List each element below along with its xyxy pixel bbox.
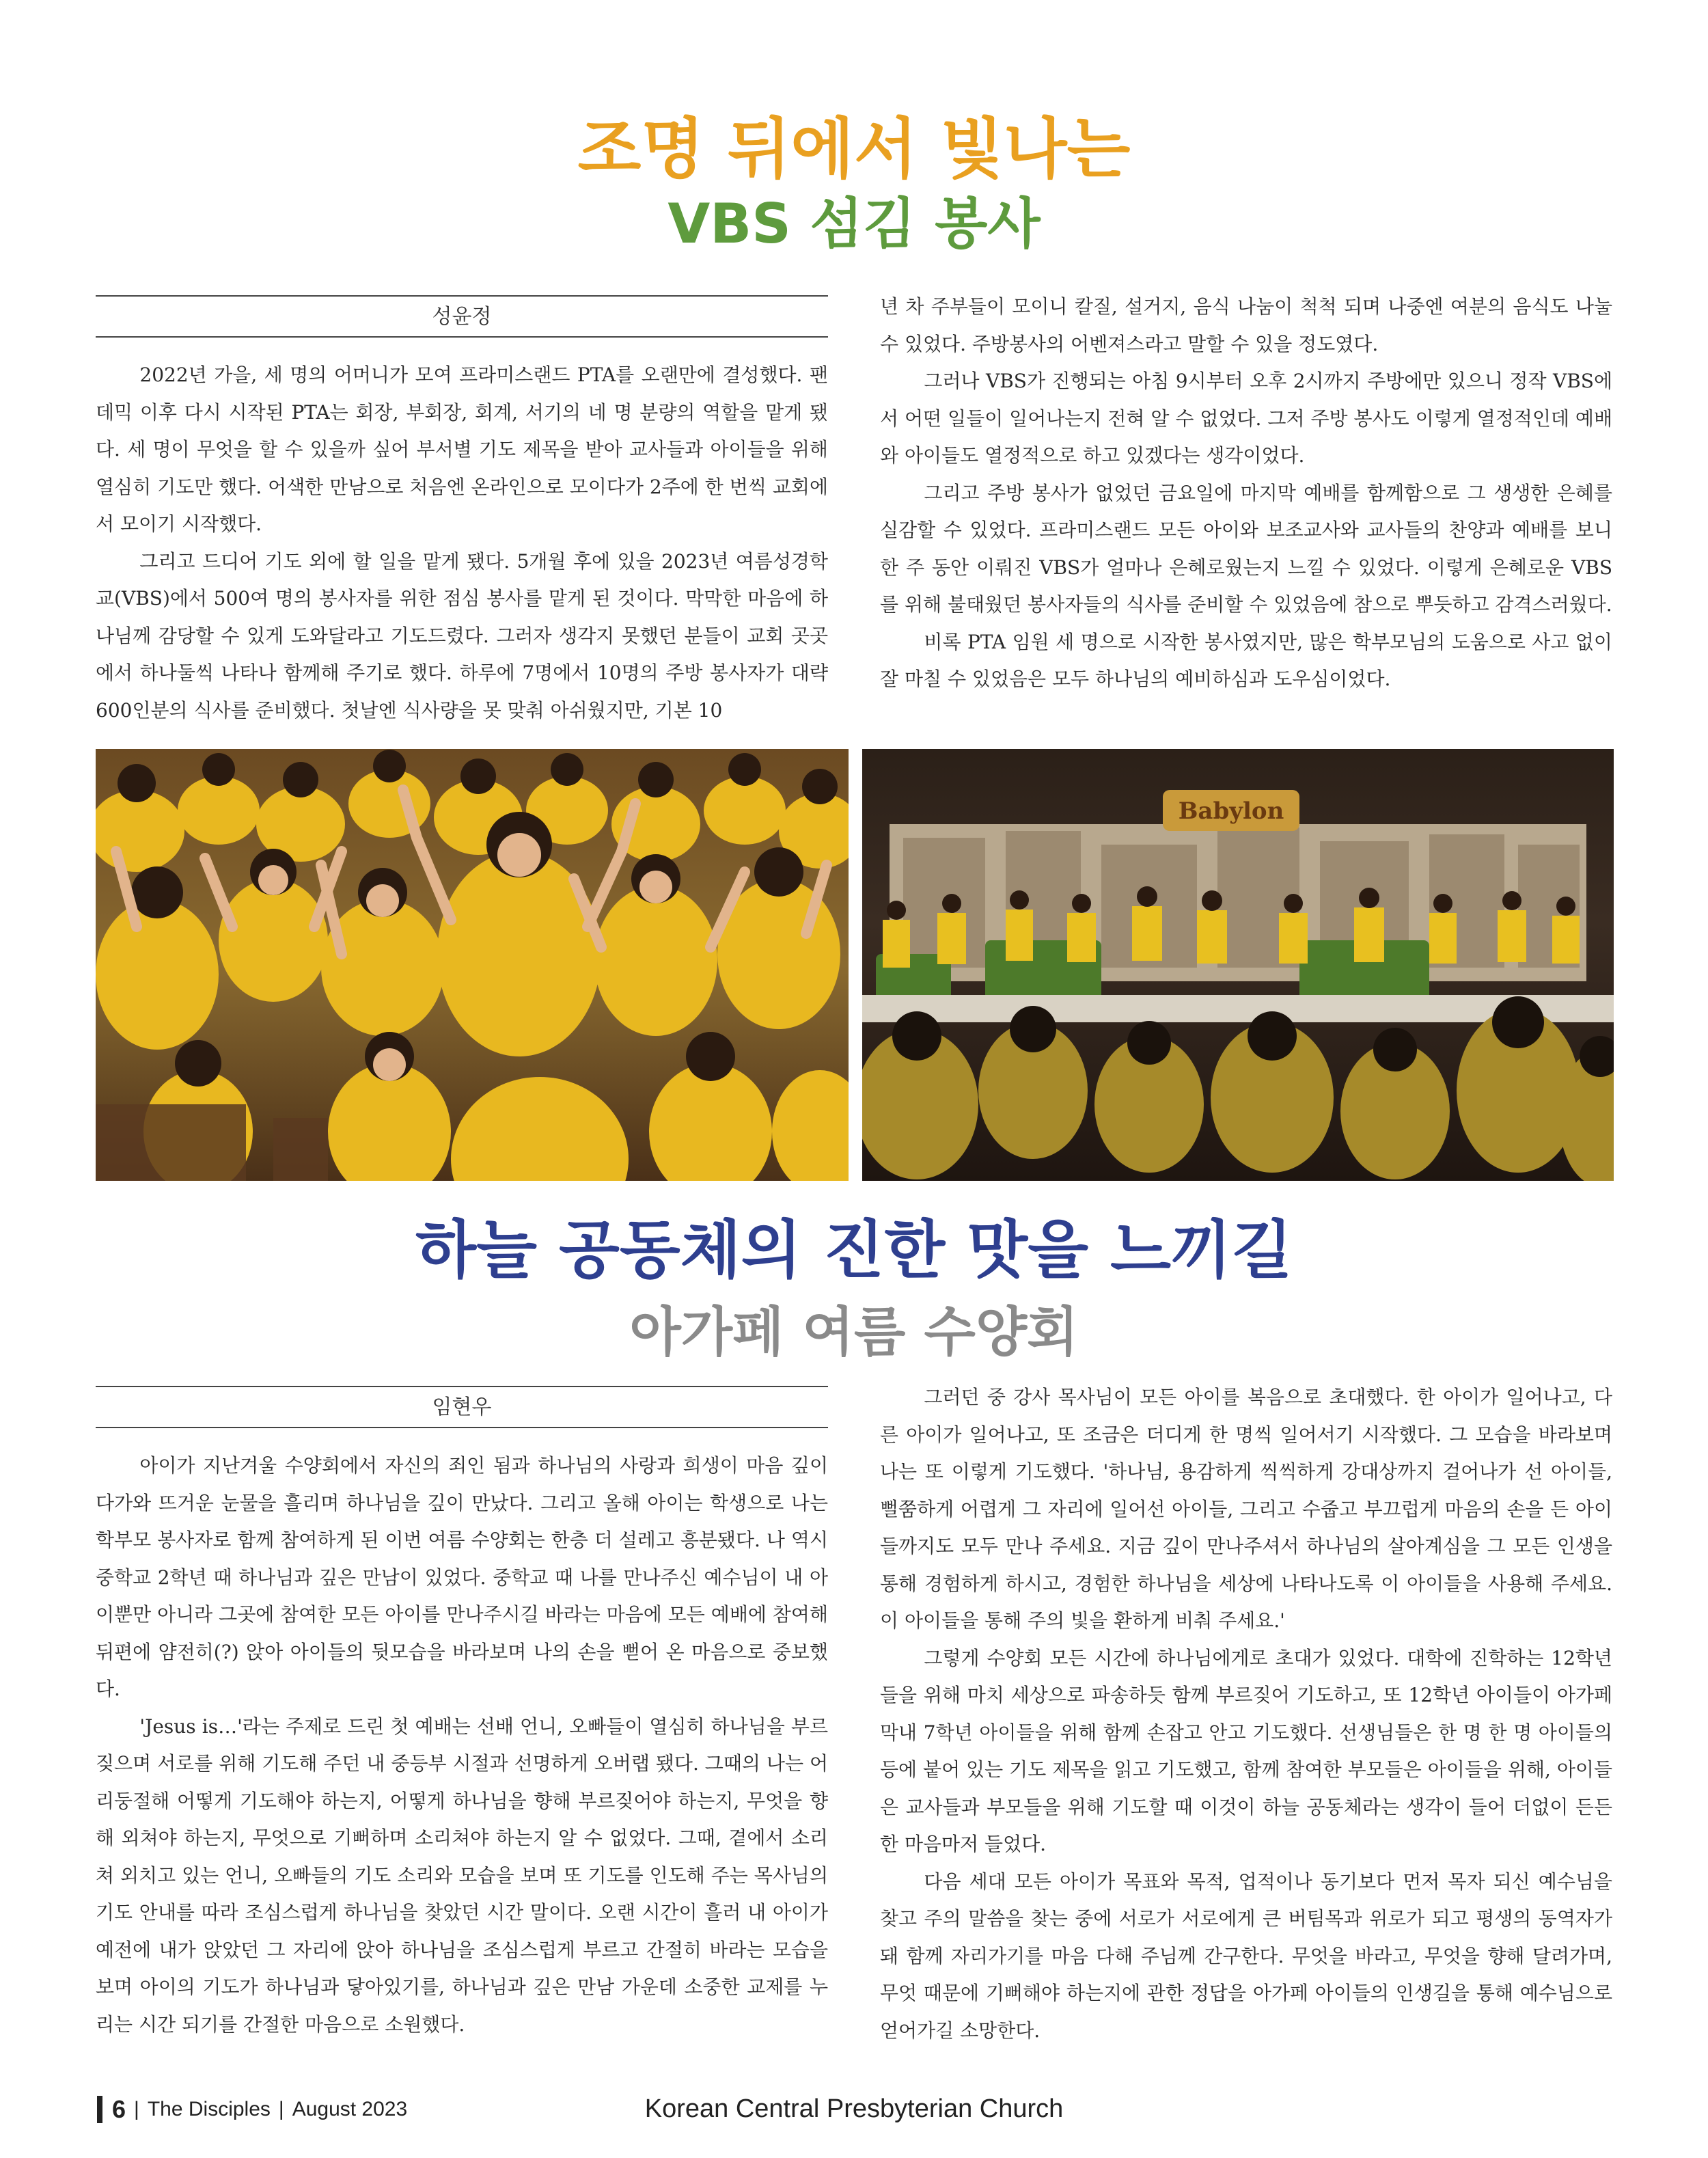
stage-sign-text: Babylon	[1178, 797, 1284, 825]
article2-left-paragraph-2: 'Jesus is…'라는 주제로 드린 첫 예배는 선배 언니, 오빠들이 열심히 하나님을 부르짖으며 서로를 위해 기도해 주던 내 중등부 시절과 선명하게 오버랩 됐다. 그때의 나는 어리둥절해 어떻게 기도해야 하는지, 어떻게 하나님을 향해 부르짖어야 하는지, 무엇을 향해 외쳐야 하는지, 무엇으로 기뻐하며 소리쳐야 하는지 알 수 없었다. 그때, 곁에서 소리쳐 외치고 있는 언니, 오빠들의 기도 소리와 모습을 보며 또 기도를 인도해 주는 목사님의 기도 안내를 따라 조심스럽게 하나님을 찾았던 시간 말이다. 오랜 시간이 흘러 내 아이가 예전에 내가 앉았던 그 자리에 앉아 하나님을 조심스럽게 부르고 간절히 바라는 모습을 보며 아이의 기도가 하나님과 닿아있기를, 하나님과 깊은 만남 가운데 소중한 교제를 누리는 시간 되기를 간절한 마음으로 소원했다.	[96, 1715, 828, 2036]
article2-right-paragraph-1: 그러던 중 강사 목사님이 모든 아이를 복음으로 초대했다. 한 아이가 일어나고, 다른 아이가 일어나고, 또 조금은 더디게 한 명씩 일어서기 시작했다. 그 모습을 바라보며 나는 또 이렇게 기도했다. '하나님, 용감하게 씩씩하게 강대상까지 걸어나가 선 아이들, 뻘쭘하게 어렵게 그 자리에 일어선 아이들, 그리고 수줍고 부끄럽게 마음의 손을 든 아이들까지도 모두 만나 주세요. 지금 깊이 만나주셔서 하나님의 살아계심을 그 모든 인생을 통해 경험하게 하시고, 경험한 하나님을 세상에 나타나도록 이 아이들을 사용해 주세요. 이 아이들을 통해 주의 빛을 환하게 비춰 주세요.'	[880, 1386, 1612, 1632]
article1-left-paragraph-1: 2022년 가을, 세 명의 어머니가 모여 프라미스랜드 PTA를 오랜만에 결성했다. 팬데믹 이후 다시 시작된 PTA는 회장, 부회장, 회계, 서기의 네 명 분량의 역할을 맡게 됐다. 세 명이 무엇을 할 수 있을까 싶어 부서별 기도 제목을 받아 교사들과 아이들을 위해 열심히 기도만 했다. 어색한 만남으로 처음엔 온라인으로 모이다가 2주에 한 번씩 교회에서 모이기 시작했다.	[96, 364, 828, 535]
article1-right-paragraph-1: 년 차 주부들이 모이니 칼질, 설거지, 음식 나눔이 척척 되며 나중엔 여분의 음식도 나눌 수 있었다. 주방봉사의 어벤져스라고 말할 수 있을 정도였다.	[880, 295, 1612, 355]
article2-subtitle: 아가페 여름 수양회	[629, 1302, 1079, 1363]
issue-date: August 2023	[292, 2098, 408, 2121]
article2-left-column	[96, 1447, 828, 2043]
article1-right-paragraph-4: 비록 PTA 임원 세 명으로 시작한 봉사였지만, 많은 학부모님의 도움으로 사고 없이 잘 마칠 수 있었음은 모두 하나님의 예비하심과 도우심이었다.	[880, 630, 1612, 690]
photo-children-worship-image	[96, 749, 849, 1181]
article1-right-column	[880, 288, 1612, 698]
article1-author: 성윤정	[96, 295, 828, 338]
photo-stage-performance	[862, 749, 1614, 1181]
footer-separator: |	[134, 2098, 139, 2121]
article1-left-paragraph-2: 그리고 드디어 기도 외에 할 일을 맡게 됐다. 5개월 후에 있을 2023년 여름성경학교(VBS)에서 500여 명의 봉사자를 위한 점심 봉사를 맡게 된 것이다. 막막한 마음에 하나님께 감당할 수 있게 도와달라고 기도드렸다. 그러자 생각지 못했던 분들이 교회 곳곳에서 하나둘씩 나타나 함께해 주기로 했다. 하루에 7명에서 10명의 주방 봉사자가 대략 600인분의 식사를 준비했다. 첫날엔 식사량을 못 맞춰 아쉬웠지만, 기본 10	[96, 549, 828, 722]
article2-author: 임현우	[96, 1386, 828, 1428]
page-number: 6	[112, 2095, 126, 2124]
article2-right-paragraph-3: 다음 세대 모든 아이가 목표와 목적, 업적이나 동기보다 먼저 목자 되신 예수님을 찾고 주의 말씀을 찾는 중에 서로가 서로에게 큰 버팀목과 위로가 되고 평생의 동역자가 돼 함께 자리가기를 마음 다해 주님께 간구한다. 무엇을 바라고, 무엇을 향해 달려가며, 무엇 때문에 기뻐해야 하는지에 관한 정답을 아가페 아이들의 인생길을 통해 예수님으로 얻어가길 소망한다.	[880, 1870, 1612, 2042]
article1-title: 조명 뒤에서 빛나는	[577, 111, 1131, 187]
article1-right-paragraph-3: 그리고 주방 봉사가 없었던 금요일에 마지막 예배를 함께함으로 그 생생한 은혜를 실감할 수 있었다. 프라미스랜드 모든 아이와 보조교사와 교사들의 찬양과 예배를 보니 한 주 동안 이뤄진 VBS가 얼마나 은혜로웠는지 느낄 수 있었다. 이렇게 은혜로운 VBS를 위해 불태웠던 봉사자들의 식사를 준비할 수 있었음에 참으로 뿌듯하고 감격스러웠다.	[880, 481, 1612, 616]
article2-right-paragraph-2: 그렇게 수양회 모든 시간에 하나님에게로 초대가 있었다. 대학에 진학하는 12학년들을 위해 마치 세상으로 파송하듯 함께 부르짖어 기도하고, 또 12학년 아이들이 아가페 막내 7학년 아이들을 위해 함께 손잡고 안고 기도했다. 선생님들은 한 명 한 명 아이들의 등에 붙어 있는 기도 제목을 읽고 기도했고, 함께 참여한 부모들은 아이들을 위해, 아이들은 교사들과 부모들을 위해 기도할 때 이것이 하늘 공동체라는 생각이 들어 더없이 든든한 마음마저 들었다.	[880, 1646, 1612, 1855]
photo-stage-performance-image	[862, 749, 1614, 1181]
article1-subtitle: VBS 섬김 봉사	[667, 192, 1041, 256]
magazine-name: The Disciples	[147, 2098, 271, 2121]
church-name: Korean Central Presbyterian Church	[644, 2094, 1064, 2123]
article1-right-paragraph-2: 그러나 VBS가 진행되는 아침 9시부터 오후 2시까지 주방에만 있으니 정작 VBS에서 어떤 일들이 일어나는지 전혀 알 수 없었다. 그저 주방 봉사도 이렇게 열정적인데 예배와 아이들도 열정적으로 하고 있겠다는 생각이었다.	[880, 370, 1612, 467]
footer-bar	[97, 2096, 102, 2123]
article2-title: 하늘 공동체의 진한 맛을 느끼길	[415, 1214, 1293, 1287]
article1-left-column	[96, 357, 828, 729]
page-footer	[97, 2092, 407, 2125]
article2-right-column	[880, 1379, 1612, 2049]
article2-left-paragraph-1: 아이가 지난겨울 수양회에서 자신의 죄인 됨과 하나님의 사랑과 희생이 마음 깊이 다가와 뜨거운 눈물을 흘리며 하나님을 깊이 만났다. 그리고 올해 아이는 학생으로 나는 학부모 봉사자로 함께 참여하게 된 이번 여름 수양회는 한층 더 설레고 흥분됐다. 나 역시 중학교 2학년 때 하나님과 깊은 만남이 있었다. 중학교 때 나를 만나주신 예수님이 내 아이뿐만 아니라 그곳에 참여한 모든 아이를 만나주시길 바라는 마음에 모든 예배에 참여해 뒤편에 얌전히(?) 앉아 아이들의 뒷모습을 바라보며 나의 손을 뻗어 온 마음으로 중보했다.	[96, 1454, 828, 1700]
footer-separator: |	[278, 2098, 284, 2121]
photo-children-worship	[96, 749, 849, 1181]
